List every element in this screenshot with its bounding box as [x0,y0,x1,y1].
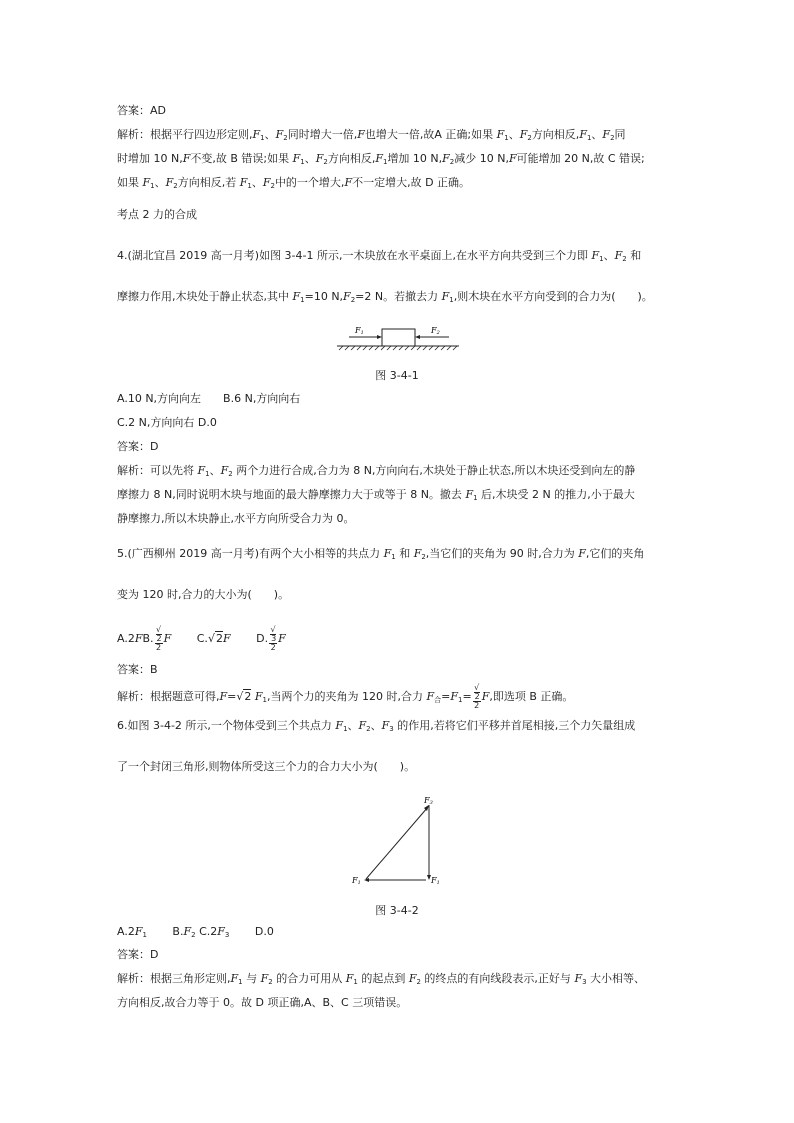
force-symbol: F [252,128,261,141]
figure-3-4-2-caption: 图 3-4-2 [375,904,419,917]
force-symbol: F [519,128,528,141]
q6-analysis-line-1: 解析：根据三角形定则$,F_1$ 与 $F_2$ 的合力可用从 $F_1$ 的起点到 $F_2$ 的终点的有向线段表示,正好与 $F_3$ 大小相等、 [117,972,646,986]
force-symbol: F [262,176,271,189]
q3-answer: 答案：AD [117,104,166,117]
q6-answer: 答案：D [117,948,159,961]
q5-options: A.2FB. √ 2 2 F C.√2F D. √ 3 2 F [117,625,286,652]
section-heading: 考点 2 力的合成 [117,208,197,221]
fig2-label-f3: F3 [424,796,433,806]
q4-stem-line-2: 摩擦力作用,木块处于静止状态,其中 $F_1=10$ $N,F_2=2$ N。若撤去力 $F_1$,则木块在水平方向受到的合力为( )。 [117,290,653,304]
q6-stem-line-1: 6.如图 3-4-2 所示,一个物体受到三个共点力 $F_1$、$F_2$、$F_3$ 的作用,若将它们平移并首尾相接,三个力矢量组成 [117,719,636,733]
q5-answer: 答案：B [117,663,158,676]
q4-analysis-line-2: 摩擦力 8 N,同时说明木块与地面的最大静摩擦力大于或等于 8 N。撤去 $F_1$ 后,木块受 2 N 的推力,小于最大 [117,488,635,502]
force-symbol: F [344,176,353,189]
q6-stem-line-2: 了一个封闭三角形,则物体所受这三个力的合力大小为( )。 [117,760,416,773]
q4-analysis-line-1: 解析：可以先将 $F_1$、$F_2$ 两个力进行合成,合力为 8 N,方向向右,木块处于静止状态,所以木块还受到向左的静 [117,464,636,478]
force-symbol: F [496,128,505,141]
q5-stem-line-2: 变为 120 时,合力的大小为( )。 [117,588,290,601]
force-symbol: F [239,176,248,189]
q3-analysis-line-1: 解析：根据平行四边形定则$,F_1$、$F_2$同时增大一倍,F也增大一倍,故A 正确;如果 $F_1$、$F_2$方向相反$,F_1$、$F_2$同 [117,128,626,142]
q4-options-line-2: C.2 N,方向向右 D.0 [117,416,217,429]
q5-analysis: 解析：根据题意可得,F=√2 $F_1$,当两个力的夹角为 120 时,合力 $F_合=F_1=$ √ 2 2 F,即选项 B 正确。 [117,683,574,710]
q3-analysis-line-2: 时增加 10 N,F不变,故 B 错误;如果 $F_1$、$F_2$方向相反$,F_1$增加 10 $N,F_2$减少 10 N,F可能增加 20 N,故 C 错误; [117,152,645,166]
fig2-label-f1: F1 [352,876,361,886]
q3-analysis-line-3: 如果 $F_1$、$F_2$方向相反,若 $F_1$、$F_2$中的一个增大,F不一定增大,故 D 正确。 [117,176,471,190]
figure-3-4-1 [335,322,461,354]
figure-3-4-1-caption: 图 3-4-1 [375,369,419,382]
fig2-label-f2: F1 [431,876,440,886]
q4-analysis-line-3: 静摩擦力,所以木块静止,水平方向所受合力为 0。 [117,512,355,525]
figure-3-4-2 [350,793,445,888]
force-symbol: F [442,152,450,165]
q6-analysis-line-2: 方向相反,故合力等于 0。故 D 项正确,A、B、C 三项错误。 [117,996,408,1009]
force-symbol: F [292,152,301,165]
fig1-label-f1: F1 [355,326,364,336]
fig1-label-f2: F2 [431,326,440,336]
force-symbol: F [602,128,611,141]
force-symbol: F [275,128,284,141]
q6-options: $A.2F_1$ $B.F_2$ $C.2F_3$ D.0 [117,925,274,939]
force-symbol: F [508,152,517,165]
q5-stem-line-1: 5.(广西柳州 2019 高一月考)有两个大小相等的共点力 $F_1$ 和 $F_2$,当它们的夹角为 90 时,合力为 F,它们的夹角 [117,547,645,561]
force-symbol: F [315,152,324,165]
force-symbol: F [165,176,174,189]
force-symbol: F [142,176,151,189]
q4-options-line-1: A.10 N,方向向左 B.6 N,方向向右 [117,392,301,405]
q4-stem-line-1: 4.(湖北宜昌 2019 高一月考)如图 3-4-1 所示,一木块放在水平桌面上,在水平方向共受到三个力即 $F_1$、$F_2$ 和 [117,249,642,263]
force-symbol: F [357,128,365,141]
force-symbol: F [375,152,383,165]
force-symbol: F [182,152,191,165]
force-symbol: F [579,128,587,141]
q4-answer: 答案：D [117,440,159,453]
